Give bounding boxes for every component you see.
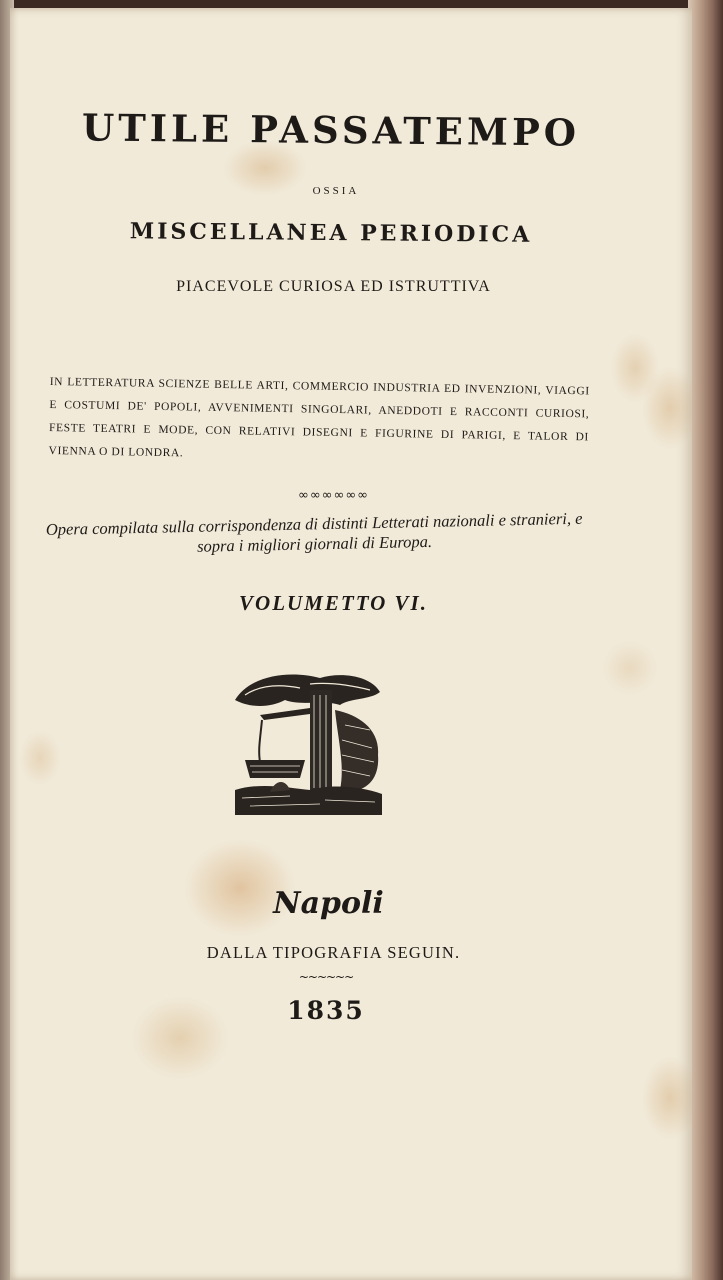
- title-page: [10, 8, 692, 1280]
- printer-line: DALLA TIPOGRAFIA SEGUIN.: [206, 943, 461, 962]
- description-paragraph: Opera compilata sulla corrispondenza di distinti Letterati nazionali e stranieri, e sopra i migliori giornali di Europa.: [45, 508, 583, 556]
- page-fore-edge: [688, 0, 723, 1280]
- city-name: Napoli: [273, 886, 384, 921]
- volume-label: VOLUMETTO VI.: [239, 591, 428, 615]
- ornament-divider: ∞∞∞∞∞∞: [298, 488, 369, 503]
- rule-divider: ~~~~~~: [298, 970, 354, 984]
- subtitle-miscellanea: MISCELLANEA PERIODICA: [129, 218, 533, 248]
- publication-year: 1835: [287, 996, 365, 1025]
- fountain-woodcut-icon: [230, 670, 385, 820]
- book-title: UTILE PASSATEMPO: [81, 105, 581, 155]
- subtitle-piacevole: PIACEVOLE CURIOSA ED ISTRUTTIVA: [176, 278, 491, 295]
- topics-paragraph: IN LETTERATURA SCIENZE BELLE ARTI, COMMERCIO INDUSTRIA ED INVENZIONI, VIAGGI E COSTUMI DE' POPOLI, AVVENIMENTI SINGOLARI, ANEDDOTI E RACCONTI CURIOSI, FESTE TEATRI E MODE, CON RELATIVI DISEGNI E FIGURINE DI PARIGI, E TALOR DI VIENNA O DI LONDRA.: [48, 375, 590, 460]
- ossia-line: OSSIA: [312, 185, 360, 197]
